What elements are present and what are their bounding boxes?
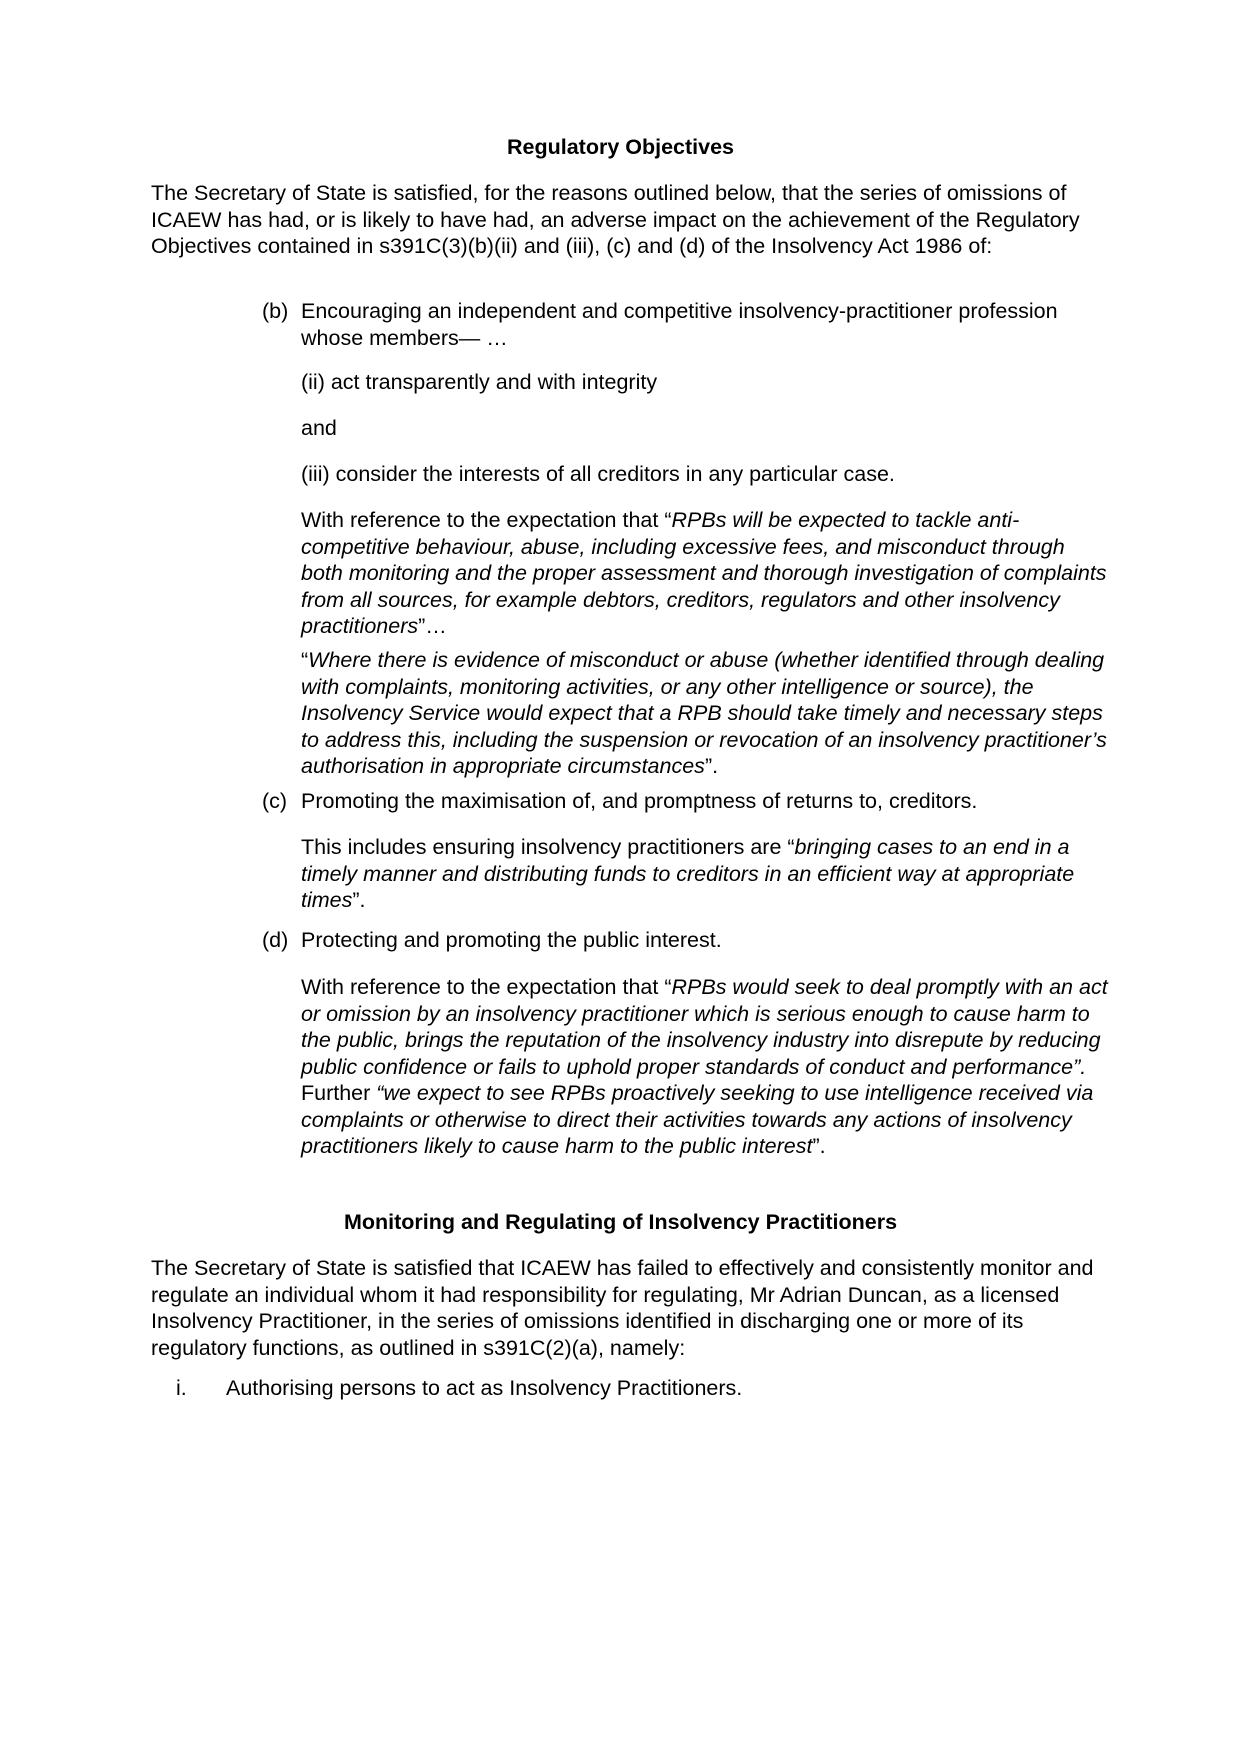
item-d-sub-mid: Further	[301, 1081, 377, 1105]
item-d-sub	[301, 974, 1111, 1160]
ref1-quote: RPBs will be expected to tackle anti-competitive behaviour, abuse, including excessive fees, and misconduct through both monitoring and the proper assessment and thorough investigation of complaints from all sources, for example debtors, creditors, regulators and other insolvency practitioners	[301, 508, 1107, 638]
item-c-text: Promoting the maximisation of, and promptness of returns to, creditors.	[301, 789, 978, 813]
item-d-text: Protecting and promoting the public interest.	[301, 928, 722, 952]
item-c-sub-pre: This includes ensuring insolvency practitioners are “	[301, 835, 795, 859]
item-c-sub	[301, 834, 1111, 914]
item-b-reference-2	[301, 647, 1111, 780]
ref2-pre: “	[301, 648, 309, 672]
monitoring-paragraph: The Secretary of State is satisfied that ICAEW has failed to effectively and consistently monitor and regulate an individual whom it had responsibility for regulating, Mr Adrian Duncan, as a licensed Insolvency Practitioner, in the series of omissions identified in discharging one or more of its regulatory functions, as outlined in s391C(2)(a), namely:	[151, 1256, 1094, 1360]
item-b-reference-1	[301, 507, 1111, 640]
item-d-sub-pre: With reference to the expectation that “	[301, 975, 672, 999]
item-b-label: (b)	[262, 299, 289, 323]
item-b-text: Encouraging an independent and competitive insolvency-practitioner profession whose members— …	[301, 299, 1058, 350]
ref2-post: ”.	[704, 754, 719, 778]
item-d-sub-post: ”.	[812, 1134, 826, 1158]
ref1-pre: With reference to the expectation that “	[301, 508, 672, 532]
item-b-sub-iii: (iii) consider the interests of all creditors in any particular case.	[301, 462, 895, 486]
item-b-sub-ii: (ii) act transparently and with integrity	[301, 370, 658, 394]
list-item-text: Authorising persons to act as Insolvency Practitioners.	[226, 1376, 743, 1400]
heading-monitoring: Monitoring and Regulating of Insolvency Practitioners	[343, 1210, 898, 1234]
ref1-post: ”…	[418, 614, 447, 638]
list-item-label: i.	[176, 1376, 187, 1400]
item-c-sub-quote: bringing cases to an end in a timely manner and distributing funds to creditors in an efficient way at appropriate times	[301, 835, 1075, 912]
intro-paragraph: The Secretary of State is satisfied, for the reasons outlined below, that the series of omissions of ICAEW has had, or is likely to have had, an adverse impact on the achievement of the Regulatory Objectives contained in s391C(3)(b)(ii) and (iii), (c) and (d) of the Insolvency Act 1986 of:	[151, 181, 1080, 258]
heading-regulatory-objectives: Regulatory Objectives	[506, 135, 735, 159]
item-c-label: (c)	[262, 789, 288, 813]
item-d-sub-quote2: “we expect to see RPBs proactively seeking to use intelligence received via complaints or otherwise to direct their activities towards any actions of insolvency practitioners likely to cause harm to the public interest	[301, 1081, 1094, 1158]
item-d-label: (d)	[262, 928, 289, 952]
item-d-sub-quote1: RPBs would seek to deal promptly with an act or omission by an insolvency practitioner which is serious enough to cause harm to the public, brings the reputation of the insolvency industry into disrepute by reducing public confidence or fails to uphold proper standards of conduct and performance”.	[301, 975, 1108, 1079]
ref2-quote: Where there is evidence of misconduct or abuse (whether identified through dealing with complaints, monitoring activities, or any other intelligence or source), the Insolvency Service would expect that a RPB should take timely and necessary steps to address this, including the suspension or revocation of an insolvency practitioner’s authorisation in appropriate circumstances	[301, 648, 1107, 778]
item-b-and: and	[301, 416, 337, 440]
item-c-sub-post: ”.	[352, 888, 366, 912]
